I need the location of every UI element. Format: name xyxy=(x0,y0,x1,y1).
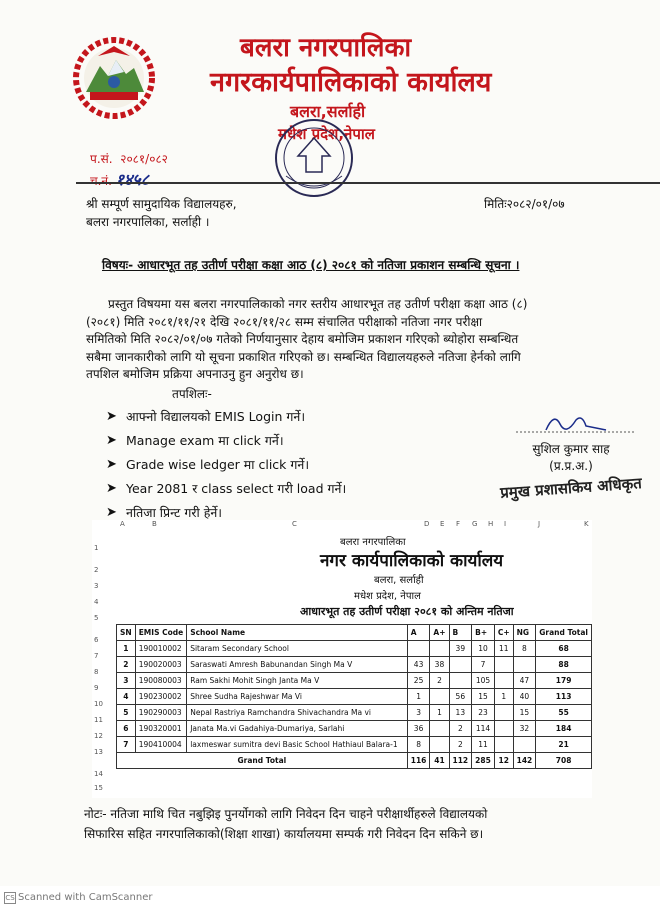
camscanner-logo-icon: CS xyxy=(5,894,15,902)
arrow-icon: ➤ xyxy=(106,504,117,520)
signatory-name: सुशिल कुमार साह xyxy=(532,442,610,456)
table-row: 1 190010002 Sitaram Secondary School 39 10 11 8 68 xyxy=(117,641,592,657)
signature-scribble-icon xyxy=(496,410,646,436)
office-province: मधेश प्रदेश,नेपाल xyxy=(278,125,375,143)
table-header: SN EMIS Code School Name A A+ B B+ C+ NG Grand Total xyxy=(117,625,592,641)
list-item: ➤ आफ्नो विद्यालयको EMIS Login गर्ने। xyxy=(106,408,306,424)
arrow-icon: ➤ xyxy=(106,456,117,472)
table-row: 3 190080003 Ram Sakhi Mohit Singh Janta Ma V 25 2 105 47 179 xyxy=(117,673,592,689)
arrow-icon: ➤ xyxy=(106,408,117,424)
sheet-location: बलरा, सर्लाही xyxy=(374,575,424,586)
office-stamp-icon xyxy=(272,116,356,200)
signature-block xyxy=(496,410,646,502)
municipality-name: बलरा नगरपालिका xyxy=(240,33,412,63)
signatory-post: (प्र.प्र.अ.) xyxy=(549,459,593,473)
details-heading: तपशिलः- xyxy=(172,387,212,401)
table-row: 6 190320001 Janata Ma.vi Gadahiya-Dumariya, Sarlahi 36 2 114 32 184 xyxy=(117,721,592,737)
list-item: ➤ नतिजा प्रिन्ट गरी हेर्ने। xyxy=(106,504,223,520)
procedure-steps xyxy=(106,404,346,524)
subject-line: विषयः- आधारभूत तह उतीर्ण परीक्षा कक्षा आठ (८) २०८१ को नतिजा प्रकाशन सम्बन्धि सूचना । xyxy=(102,258,520,272)
note-text: नोटः- नतिजा माथि चित नबुझिइ पुनर्योगको लागि निवेदन दिन चाहने परीक्षार्थीहरुले विद्यालयको सिफारिस सहित नगरपालिकाको(शिक्षा शाखा) कार्यालयमा सम्पर्क गरी निवेदन दिन सकिने छ। xyxy=(84,807,488,841)
result-table xyxy=(116,624,592,769)
sheet-office: नगर कार्यपालिकाको कार्यालय xyxy=(320,551,504,571)
table-row: 4 190230002 Shree Sudha Rajeshwar Ma Vi 1 56 15 1 40 113 xyxy=(117,689,592,705)
table-row: 7 190410004 laxmeswar sumitra devi Basic School Hathiaul Balara-1 8 2 11 21 xyxy=(117,737,592,753)
office-location: बलरा,सर्लाही xyxy=(290,102,366,121)
list-item: ➤ Manage exam मा click गर्ने। xyxy=(106,432,284,448)
arrow-icon: ➤ xyxy=(106,480,117,496)
sheet-province: मधेश प्रदेश, नेपाल xyxy=(354,591,421,602)
letter-date: मितिः२०८२/०१/०७ xyxy=(484,197,565,211)
table-total-row: Grand Total 116 41 112 285 12 142 708 xyxy=(117,753,592,769)
recipient-line-2: बलरा नगरपालिका, सर्लाही । xyxy=(86,215,210,229)
signatory-title: प्रमुख प्रशासकिय अधिकृत xyxy=(499,474,643,502)
sheet-municipality: बलरा नगरपालिका xyxy=(340,537,406,548)
arrow-icon: ➤ xyxy=(106,432,117,448)
table-row: 5 190290003 Nepal Rastriya Ramchandra Shivachandra Ma vi 3 1 13 23 15 55 xyxy=(117,705,592,721)
scanner-text: Scanned with CamScanner xyxy=(18,892,153,903)
office-name: नगरकार्यपालिकाको कार्यालय xyxy=(210,67,492,98)
reference-number: प.सं. २०८१/०८२ xyxy=(90,152,168,166)
result-sheet: A B C D E F G H I J K 1 2 3 4 5 6 7 8 9 10 11 12 13 14 15 बलरा नगरपालिका नगर कार्यपालिकाको कार्यालय बलरा, सर्लाही मधेश प्रदेश, नेपाल आधारभूत तह उतीर्ण परीक्षा २०८१ को अन्तिम नतिजा SN EMIS Code School Name A A+ B B+ C+ NG Grand Total 1 190010002 Sitaram Secondary School 39 10 11 8 68 2 190020003 Saraswati Amresh Babunandan Singh Ma V 43 38 7 88 3 190080003 Ram Sakhi Mohit Singh Janta Ma V 25 2 105 47 179 4 190230002 Shree Sudha Rajeshwar Ma Vi 1 56 15 1 40 113 5 190290003 Nepal Rastriya Ramchandra Shivachandra Ma vi 3 1 13 23 15 55 6 190320001 Janata Ma.vi Gadahiya-Dumariya, Sarlahi 36 2 114 32 184 7 190410004 laxmeswar sumitra devi Basic School Hathiaul Balara-1 8 2 11 21 Grand Total 116 41 112 285 12 142 708 xyxy=(92,520,592,798)
column-letters: A B C D E F G H I J K xyxy=(120,520,589,528)
nepal-emblem-icon xyxy=(68,36,160,120)
list-item: ➤ Grade wise ledger मा click गर्ने। xyxy=(106,456,310,472)
list-item: ➤ Year 2081 र class select गरी load गर्ने। xyxy=(106,480,347,496)
table-row: 2 190020003 Saraswati Amresh Babunandan Singh Ma V 43 38 7 88 xyxy=(117,657,592,673)
sheet-title: आधारभूत तह उतीर्ण परीक्षा २०८१ को अन्तिम नतिजा xyxy=(300,605,514,618)
header-divider xyxy=(76,182,660,184)
scanner-watermark xyxy=(0,886,660,910)
dispatch-number: च.नं. १४५८ xyxy=(90,170,150,189)
recipient-line-1: श्री सम्पूर्ण सामुदायिक विद्यालयहरु, xyxy=(86,197,237,211)
body-paragraph: प्रस्तुत विषयमा यस बलरा नगरपालिकाको नगर स्तरीय आधारभूत तह उतीर्ण परीक्षा कक्षा आठ (८) (२०८१) मिति २०८१/११/२१ देखि २०८१/११/२८ सम्म संचालित परीक्षाको नतिजा नगर परीक्षा समितिको मिति २०८२/०१/०७ गतेको निर्णयानुसार देहाय बमोजिम प्रकाशन गरिएको ब्योहोरा सम्बन्धित सबैमा जानकारीको लागि यो सूचना प्रकाशित गरिएको छ। सम्बन्धित विद्यालयहरुले नतिजा हेर्नको लागि तपशिल बमोजिम प्रक्रिया अपनाउनु हुन अनुरोध छ। xyxy=(86,297,528,381)
